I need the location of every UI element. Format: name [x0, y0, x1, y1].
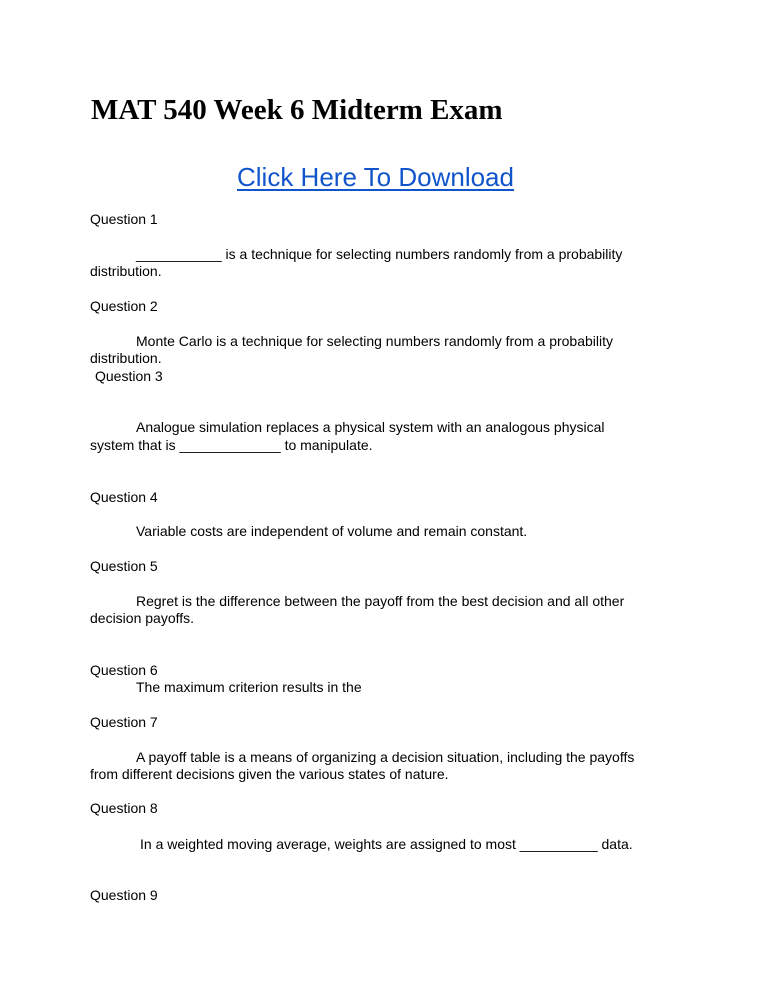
question-7-text: A payoff table is a means of organizing a decision situation, including the payoffs	[136, 749, 635, 765]
question-2-text-cont: distribution.	[90, 350, 162, 366]
question-6-label: Question 6	[90, 662, 158, 678]
question-8-label: Question 8	[90, 800, 158, 816]
question-3-text: Analogue simulation replaces a physical system with an analogous physical	[136, 419, 605, 435]
page-title: MAT 540 Week 6 Midterm Exam	[91, 94, 503, 126]
question-1-label: Question 1	[90, 211, 158, 227]
question-1-text: ___________ is a technique for selecting numbers randomly from a probability	[136, 246, 623, 262]
question-5-text: Regret is the difference between the payoff from the best decision and all other	[136, 593, 625, 609]
question-5-label: Question 5	[90, 558, 158, 574]
question-3-label: Question 3	[95, 368, 163, 384]
question-3-text-cont: system that is _____________ to manipulate.	[90, 437, 373, 453]
question-2-label: Question 2	[90, 298, 158, 314]
question-4-text: Variable costs are independent of volume and remain constant.	[136, 523, 528, 539]
question-8-text: In a weighted moving average, weights are assigned to most __________ data.	[140, 836, 633, 852]
question-9-label: Question 9	[90, 887, 158, 903]
question-1-text-cont: distribution.	[90, 263, 162, 279]
question-6-text: The maximum criterion results in the	[136, 679, 362, 695]
question-7-text-cont: from different decisions given the various states of nature.	[90, 766, 449, 782]
question-7-label: Question 7	[90, 714, 158, 730]
question-5-text-cont: decision payoffs.	[90, 610, 195, 626]
question-4-label: Question 4	[90, 489, 158, 505]
question-2-text: Monte Carlo is a technique for selecting numbers randomly from a probability	[136, 333, 614, 349]
download-link[interactable]: Click Here To Download	[237, 162, 514, 192]
